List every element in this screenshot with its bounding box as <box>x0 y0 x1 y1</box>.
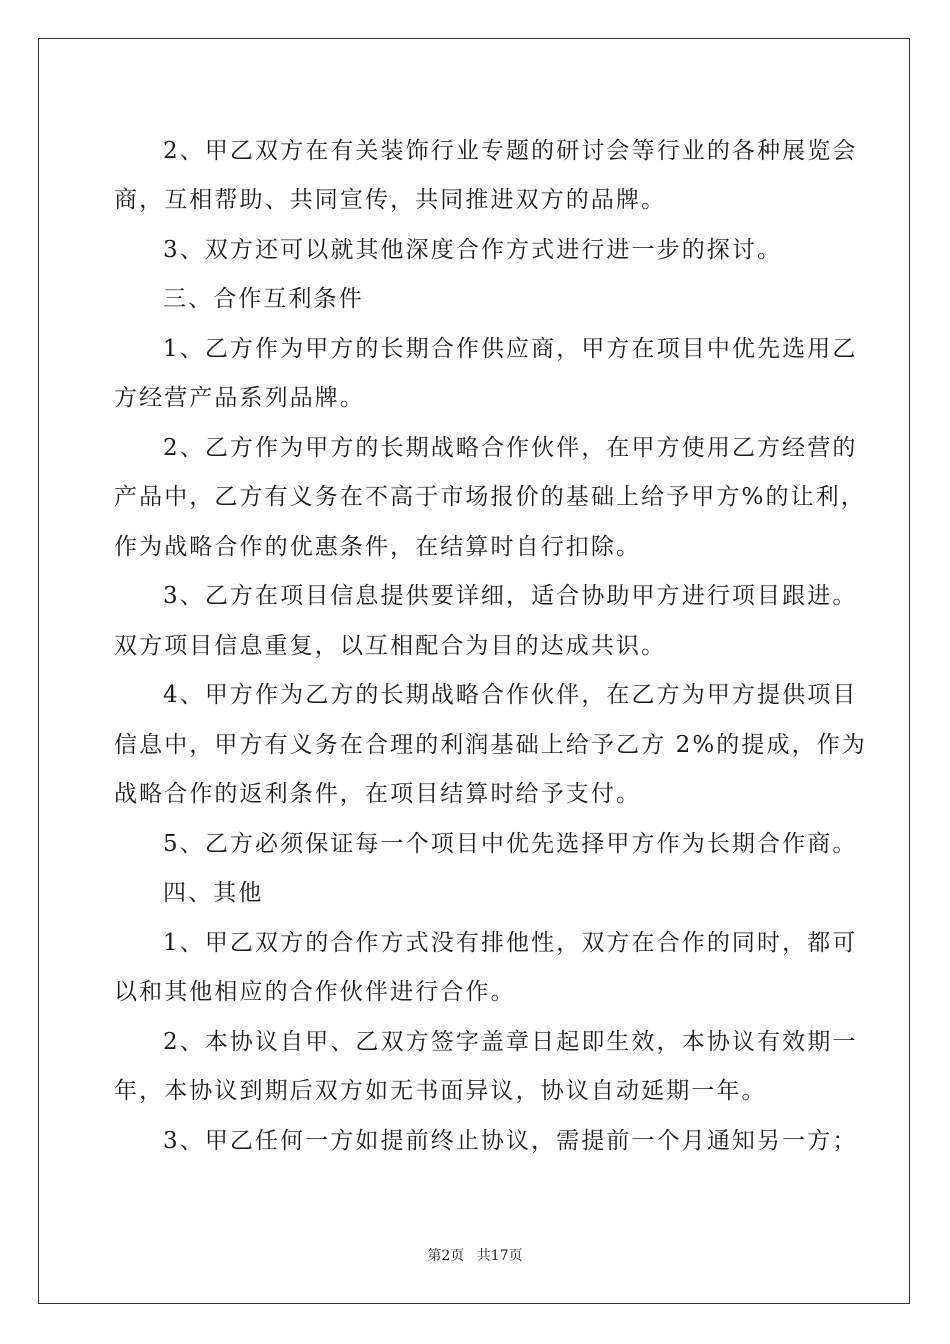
paragraph-line: 3、乙方在项目信息提供要详细，适合协助甲方进行项目跟进。 <box>163 583 858 609</box>
paragraph-line: 3、甲乙任何一方如提前终止协议，需提前一个月通知另一方； <box>163 1128 858 1154</box>
paragraph-line: 双方项目信息重复，以互相配合为目的达成共识。 <box>114 633 667 659</box>
paragraph-line: 作为战略合作的优惠条件，在结算时自行扣除。 <box>114 534 642 560</box>
paragraph-line: 信息中，甲方有义务在合理的利润基础上给予乙方 2%的提成，作为 <box>114 732 867 758</box>
paragraph-line: 5、乙方必须保证每一个项目中优先选择甲方作为长期合作商。 <box>163 831 858 857</box>
paragraph-line: 2、甲乙双方在有关装饰行业专题的研讨会等行业的各种展览会 <box>163 138 858 164</box>
paragraph-line: 1、乙方作为甲方的长期合作供应商，甲方在项目中优先选用乙 <box>163 336 858 362</box>
paragraph-line: 商，互相帮助、共同宣传，共同推进双方的品牌。 <box>114 187 667 213</box>
paragraph-line: 1、甲乙双方的合作方式没有排他性，双方在合作的同时，都可 <box>163 930 858 956</box>
paragraph-line: 方经营产品系列品牌。 <box>114 385 365 411</box>
paragraph-line: 2、乙方作为甲方的长期战略合作伙伴，在甲方使用乙方经营的 <box>163 435 858 461</box>
page-total: 共17页 <box>476 1248 523 1264</box>
paragraph-line: 战略合作的返利条件，在项目结算时给予支付。 <box>114 781 642 807</box>
paragraph-line: 以和其他相应的合作伙伴进行合作。 <box>114 979 516 1005</box>
paragraph-line: 4、甲方作为乙方的长期战略合作伙伴，在乙方为甲方提供项目 <box>163 682 858 708</box>
section-heading: 三、合作互利条件 <box>163 286 364 312</box>
page-footer <box>0 1246 950 1266</box>
section-heading: 四、其他 <box>163 880 264 906</box>
paragraph-line: 产品中，乙方有义务在不高于市场报价的基础上给予甲方%的让利， <box>114 484 866 510</box>
paragraph-line: 2、本协议自甲、乙双方签字盖章日起即生效，本协议有效期一 <box>163 1029 858 1055</box>
page-border <box>38 38 910 1304</box>
page-number: 第2页 <box>427 1248 465 1264</box>
paragraph-line: 3、双方还可以就其他深度合作方式进行进一步的探讨。 <box>163 237 783 263</box>
paragraph-line: 年，本协议到期后双方如无书面异议，协议自动延期一年。 <box>114 1078 767 1104</box>
